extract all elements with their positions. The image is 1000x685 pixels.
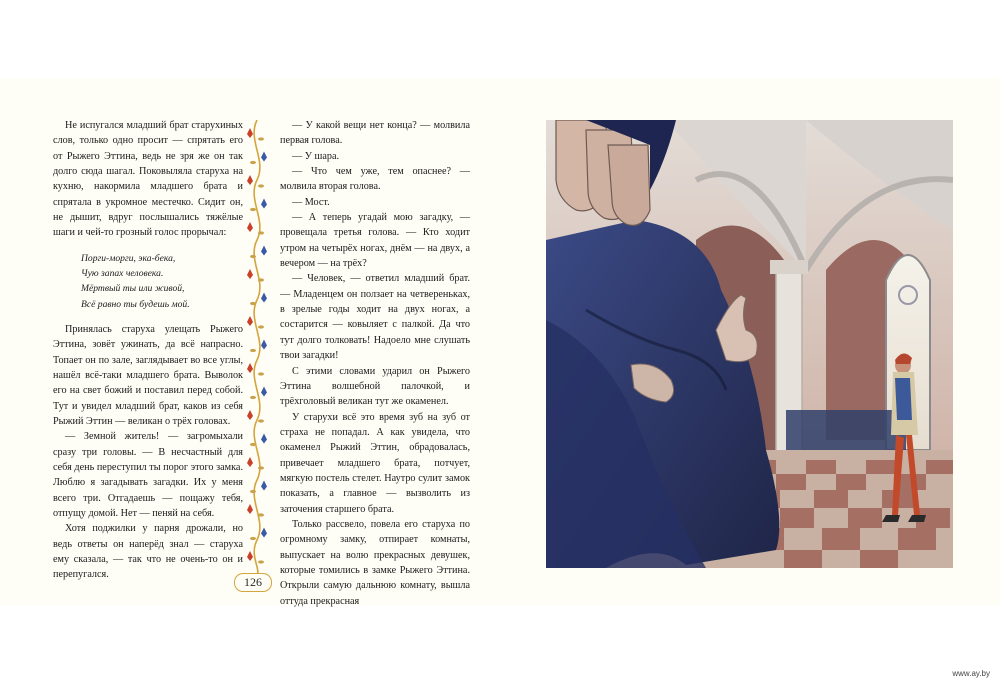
vine-flower-icon	[247, 410, 253, 420]
illustration-giant-in-castle-hall	[546, 120, 953, 568]
page-number: 126	[234, 573, 272, 592]
paragraph: Принялась старуха улещать Рыжего Эттина, зовёт ужинать, да всё напрасно. Топает он по зале, заглядывает во все углы, нашёл всё-таки младшего брата. Выволок его на свет божий и поставил перед собой. Тут и увидел младший брат, каков из себя Рыжий Эттин — великан о трёх головах.	[53, 323, 243, 427]
paragraph: — У шара.	[292, 150, 340, 162]
vine-leaf-icon	[258, 137, 264, 140]
vine-leaf-icon	[250, 302, 256, 305]
poem-verse	[81, 251, 243, 312]
vine-leaf-icon	[258, 466, 264, 469]
vine-leaf-icon	[258, 184, 264, 187]
poem-line: Мёртвый ты или живой,	[81, 283, 185, 295]
vine-flower-icon	[261, 528, 267, 538]
text-column-right	[280, 118, 470, 609]
vine-leaf-icon	[250, 537, 256, 540]
vine-leaf-icon	[258, 560, 264, 563]
vine-leaf-icon	[258, 419, 264, 422]
vine-flower-icon	[261, 246, 267, 256]
poem-line: Порги-морги, эка-бека,	[81, 252, 176, 264]
vine-flower-icon	[247, 316, 253, 326]
three-headed-giant-castle-hall-painting-icon	[546, 120, 953, 568]
vine-flower-icon	[247, 457, 253, 467]
vine-leaf-icon	[250, 490, 256, 493]
vine-leaf-icon	[258, 372, 264, 375]
vine-flower-icon	[247, 128, 253, 138]
vine-leaf-icon	[258, 278, 264, 281]
vine-leaf-icon	[250, 349, 256, 352]
paragraph: — Земной житель! — загромыхали сразу три головы. — В несчастный для себя день переступил ты порог этого замка. Люблю я загадывать загадки. Их у меня всего три. Отгадаешь — пощажу тебя, отпущу домой. Нет — пеняй на себя.	[53, 431, 243, 520]
paragraph: — Что чем уже, тем опаснее? — молвила вторая голова.	[280, 166, 470, 193]
vine-leaf-icon	[250, 161, 256, 164]
vine-flower-icon	[261, 293, 267, 303]
vine-leaf-icon	[250, 443, 256, 446]
vine-flower-icon	[261, 434, 267, 444]
vine-flower-icon	[247, 504, 253, 514]
paragraph: — У какой вещи нет конца? — молвила первая голова.	[280, 120, 470, 147]
vine-flower-icon	[261, 481, 267, 491]
paragraph: У старухи всё это время зуб на зуб от страха не попадал. А как увидела, что окаменел Рыжий Эттин, обрадовалась, привечает младшего брата, потчует, мягкую постель стелет. Наутро сулит замок показать, а главное — вызволить из заточения старшего брата.	[280, 411, 470, 515]
poem-line: Чую запах человека.	[81, 268, 164, 280]
paragraph: С этими словами ударил он Рыжего Эттина волшебной палочкой, и трёхголовый великан тут же окаменел.	[280, 365, 470, 408]
vine-flower-icon	[261, 199, 267, 209]
vine-leaf-icon	[258, 325, 264, 328]
vine-flower-icon	[261, 340, 267, 350]
vine-leaf-icon	[258, 513, 264, 516]
vine-flower-icon	[247, 175, 253, 185]
vine-flower-icon	[261, 152, 267, 162]
vine-leaf-icon	[250, 255, 256, 258]
vine-leaf-icon	[250, 396, 256, 399]
text-column-left	[53, 118, 243, 583]
paragraph: — Человек, — ответил младший брат. — Младенцем он ползает на четвереньках, в зрелые годы ходит на двух ногах, а состарится — ковыляет с палкой. Да что тут долго толковать! Надоело мне слушать твои загадки!	[280, 273, 470, 362]
vine-leaf-icon	[258, 231, 264, 234]
paragraph: Только рассвело, повела его старуха по огромному замку, отпирает комнаты, выпускает на волю прекрасных девушек, которые томились в замке Рыжего Эттина. Открыли самую дальнюю комнату, вышла оттуда прекрасная	[280, 518, 470, 607]
paragraph: — А теперь угадай мою загадку, — провещала третья голова. — Кто ходит утром на четырёх ногах, днём — на двух, а вечером — на трёх?	[280, 212, 470, 270]
vine-flower-icon	[247, 551, 253, 561]
paragraph: Не испугался младший брат старухиных слов, только одно просит — спрятать его от Рыжего Эттина, ведь не зря же он так долго сюда шагал. Поковыляла старуха на кухню, накормила младшего брата и спрятала в укромное местечко. Сидит он, не дышит, вдруг послышались тяжёлые шаги и чей-то грозный голос прорычал:	[53, 120, 243, 239]
poem-line: Всё равно ты будешь мой.	[81, 298, 190, 310]
paragraph: — Мост.	[292, 196, 330, 208]
watermark-text: www.ay.by	[952, 669, 990, 678]
vine-flower-icon	[261, 387, 267, 397]
vine-leaf-icon	[250, 208, 256, 211]
paragraph: Хотя поджилки у парня дрожали, но ведь ответы он наперёд знал — старуха ему сказала, — так что не очень-то он и перепугался.	[53, 523, 243, 581]
vine-flower-icon	[247, 363, 253, 373]
vine-flower-icon	[247, 222, 253, 232]
floral-vine-ornament-icon	[243, 120, 271, 580]
vine-flower-icon	[247, 269, 253, 279]
